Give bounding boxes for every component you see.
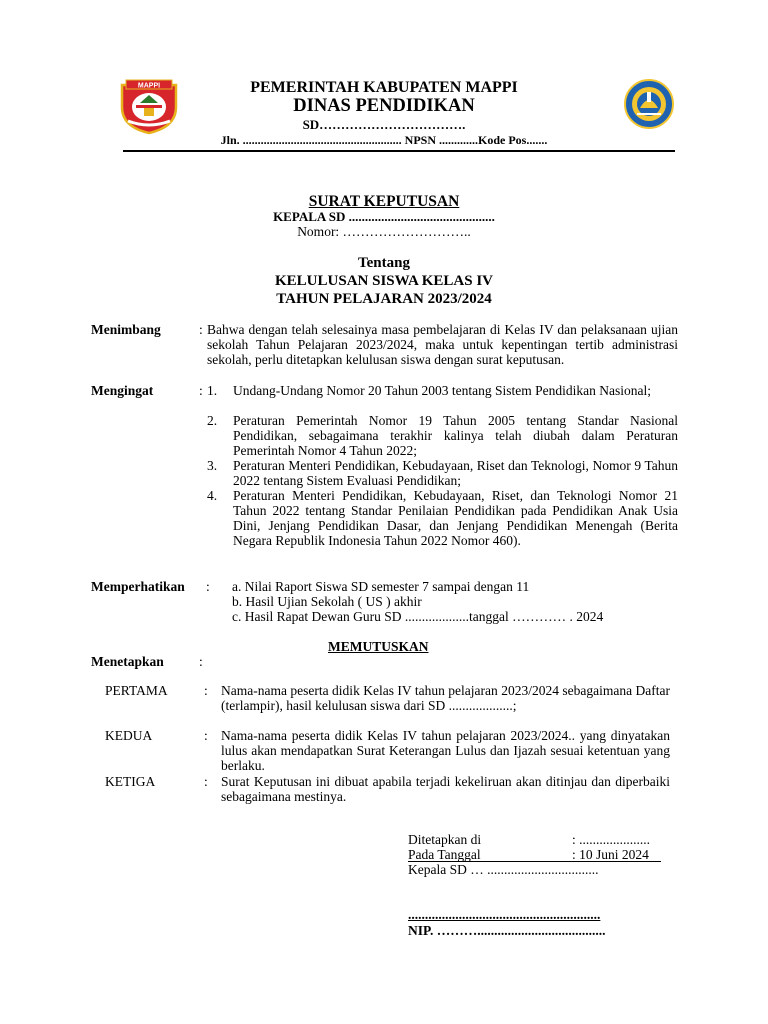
tentang-label: Tentang bbox=[358, 255, 410, 271]
decision-label-pertama: PERTAMA bbox=[105, 683, 168, 698]
mengingat-num-3: 3. bbox=[207, 458, 218, 473]
mengingat-colon: : bbox=[199, 383, 203, 398]
memperhatikan-label: Memperhatikan bbox=[91, 579, 185, 594]
ditetapkan-value: : ..................... bbox=[572, 832, 651, 847]
memperhatikan-item-b: b. Hasil Ujian Sekolah ( US ) akhir bbox=[232, 594, 422, 609]
header-rule bbox=[123, 150, 675, 152]
memperhatikan-item-a: a. Nilai Raport Siswa SD semester 7 sampai dengan 11 bbox=[232, 579, 530, 594]
mengingat-item-2: Peraturan Pemerintah Nomor 19 Tahun 2005 tentang Standar Nasional Pendidikan, sebagaimana terakhir kalinya telah diubah dalam Peraturan Pemerintah Nomor 4 Tahun 2022; bbox=[233, 413, 678, 458]
subject-line-2: TAHUN PELAJARAN 2023/2024 bbox=[276, 291, 492, 307]
menimbang-text: Bahwa dengan telah selesainya masa pembelajaran di Kelas IV dan pelaksanaan ujian sekolah Tahun Pelajaran 2023/2024, maka untuk kepentingan tertib administrasi sekolah, perlu ditetapkan kelulusan siswa dengan surat keputusan. bbox=[207, 322, 678, 367]
menimbang-label: Menimbang bbox=[91, 322, 161, 337]
memperhatikan-item-c: c. Hasil Rapat Dewan Guru SD ...................tanggal ………… . 2024 bbox=[232, 609, 604, 624]
decision-text-ketiga: Surat Keputusan ini dibuat apabila terjadi kekeliruan akan ditinjau dan diperbaiki sebagaimana mestinya. bbox=[221, 774, 670, 804]
mengingat-label: Mengingat bbox=[91, 383, 154, 398]
tanggal-value: : 10 Juni 2024 bbox=[572, 847, 649, 862]
kepala-line: KEPALA SD ............................................. bbox=[273, 209, 495, 224]
mengingat-num-1: 1. bbox=[207, 383, 218, 398]
nomor-line: Nomor: ……………………….. bbox=[297, 224, 471, 239]
header-address: Jln. ..................................................... NPSN .............Kode Pos....... bbox=[220, 133, 548, 147]
decision-text-kedua: Nama-nama peserta didik Kelas IV tahun pelajaran 2023/2024.. yang dinyatakan lulus akan mendapatkan Surat Keterangan Lulus dan Ijazah sesuai ketentuan yang berlaku. bbox=[221, 728, 670, 773]
mengingat-num-4: 4. bbox=[207, 488, 218, 503]
tanggal-label: Pada Tanggal bbox=[408, 847, 481, 862]
decision-colon-kedua: : bbox=[204, 728, 208, 743]
menetapkan-colon: : bbox=[199, 654, 203, 669]
decision-label-ketiga: KETIGA bbox=[105, 774, 156, 789]
header-department: DINAS PENDIDIKAN bbox=[293, 96, 475, 116]
mengingat-item-1: Undang-Undang Nomor 20 Tahun 2003 tentang Sistem Pendidikan Nasional; bbox=[233, 383, 651, 398]
decision-label-kedua: KEDUA bbox=[105, 728, 153, 743]
decision-colon-ketiga: : bbox=[204, 774, 208, 789]
mengingat-item-3: Peraturan Menteri Pendidikan, Kebudayaan, Riset dan Teknologi, Nomor 9 Tahun 2022 tentang Sistem Evaluasi Pendidikan; bbox=[233, 458, 678, 488]
nip-line: NIP. ………...................................... bbox=[408, 923, 606, 938]
header-school: SD……………………………. bbox=[302, 117, 466, 132]
kepala-sd-line: Kepala SD … ................................. bbox=[408, 862, 599, 877]
subject-line-1: KELULUSAN SISWA KELAS IV bbox=[275, 273, 493, 289]
signature-name-line: ......................................................... bbox=[408, 907, 601, 922]
decision-colon-pertama: : bbox=[204, 683, 208, 698]
mengingat-item-4: Peraturan Menteri Pendidikan, Kebudayaan, Riset, dan Teknologi Nomor 21 Tahun 2022 tentang Standar Penilaian Pendidikan pada Pendidikan Anak Usia Dini, Jenjang Pendidikan Dasar, dan Jenjang Pendidikan Menengah (Berita Negara Republik Indonesia Tahun 2022 Nomor 460). bbox=[233, 488, 678, 548]
memperhatikan-colon: : bbox=[206, 579, 210, 594]
menetapkan-label: Menetapkan bbox=[91, 654, 164, 669]
menimbang-colon: : bbox=[199, 322, 203, 337]
document-title-text: SURAT KEPUTUSAN bbox=[308, 193, 460, 210]
decision-text-pertama: Nama-nama peserta didik Kelas IV tahun pelajaran 2023/2024 sebagaimana Daftar (terlampir), hasil kelulusan siswa dari SD ...................; bbox=[221, 683, 670, 713]
mengingat-num-2: 2. bbox=[207, 413, 218, 428]
header-government: PEMERINTAH KABUPATEN MAPPI bbox=[250, 79, 518, 96]
memutuskan-heading: MEMUTUSKAN bbox=[328, 639, 429, 654]
svg-text:MAPPI: MAPPI bbox=[137, 82, 161, 90]
ditetapkan-label: Ditetapkan di bbox=[408, 832, 482, 847]
